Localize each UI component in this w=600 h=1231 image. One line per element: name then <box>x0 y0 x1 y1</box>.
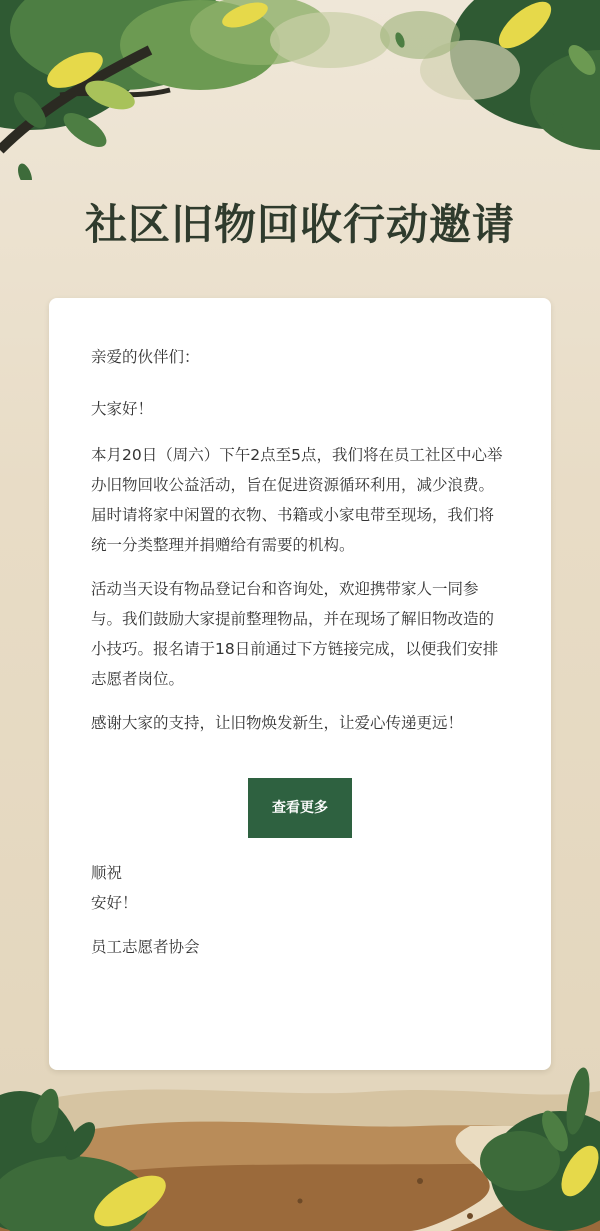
email-title: 社区旧物回收行动邀请 <box>84 200 515 249</box>
view-more-button[interactable]: 查看更多 <box>248 778 352 838</box>
closing-block <box>91 858 509 962</box>
body-paragraph-1: 本月20日（周六）下午2点至5点，我们将在员工社区中心举办旧物回收公益活动，旨在促进资源循环利用，减少浪费。届时请将家中闲置的衣物、书籍或小家电带至现场，我们将统一分类整理并捐赠给有需要的机构。 <box>91 446 503 554</box>
landscape-bottom-illustration <box>0 1031 600 1231</box>
greeting-text: 亲爱的伙伴们： <box>91 348 200 366</box>
closing-line-1: 顺祝 <box>91 864 123 882</box>
foliage-top-illustration <box>0 0 600 180</box>
closing-line-2: 安好！ <box>91 894 138 912</box>
email-card <box>49 298 551 1070</box>
hello-text: 大家好！ <box>91 400 154 418</box>
button-wrapper <box>91 778 509 838</box>
body-paragraph-3: 感谢大家的支持，让旧物焕发新生，让爱心传递更远！ <box>91 714 464 732</box>
signature: 员工志愿者协会 <box>91 938 200 956</box>
body-paragraph-2: 活动当天设有物品登记台和咨询处，欢迎携带家人一同参与。我们鼓励大家提前整理物品，并在现场了解旧物改造的小技巧。报名请于18日前通过下方链接完成，以便我们安排志愿者岗位。 <box>91 580 499 688</box>
